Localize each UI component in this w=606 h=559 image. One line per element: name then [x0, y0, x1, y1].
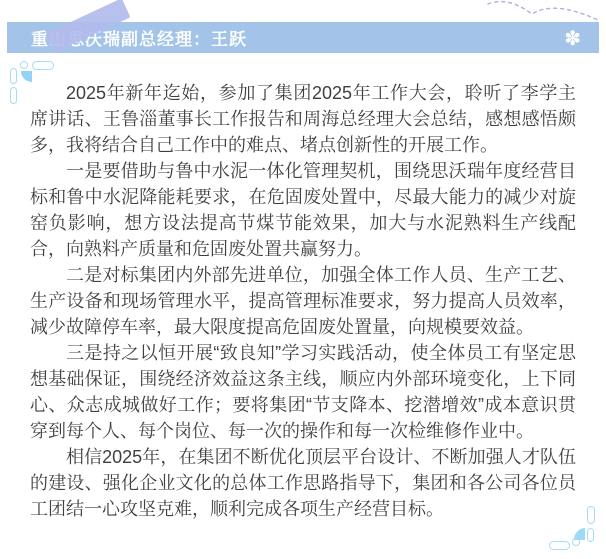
capsule-outline-icon	[587, 506, 595, 524]
page-title: 重山思沃瑞副总经理：王跃	[31, 30, 247, 49]
paragraph: 2025年新年迄始，参加了集团2025年工作大会，聆听了李学主席讲话、王鲁淄董事长工作报告和周海总经理大会总结，感想感悟颇多，我将结合自己工作中的难点、堵点创新性的开展工作。	[30, 83, 576, 155]
capsule-outline-icon	[32, 61, 54, 70]
dashed-cloud-icon	[486, 0, 602, 24]
circle-outline-icon	[572, 538, 580, 546]
capsule-outline-icon	[549, 541, 570, 550]
paragraph: 一是要借助与鲁中水泥一体化管理契机，围绕思沃瑞年度经营目标和鲁中水泥降能耗要求，在危固废处置中，尽最大能力的减少对旋窑负影响，想方设法提高节煤节能效果，加大与水泥熟料生产线配合，向熟料产质量和危固废处置共赢努力。	[30, 161, 576, 259]
circle-outline-icon	[20, 61, 28, 69]
flower-icon: ✽	[564, 27, 581, 50]
capsule-outline-icon	[587, 528, 594, 542]
paragraph: 相信2025年，在集团不断优化顶层平台设计、不断加强人才队伍的建设、强化企业文化的总体工作思路指导下，集团和各公司各位员工团结一心攻坚克难，顺利完成各项生产经营目标。	[30, 447, 576, 519]
paragraph: 三是持之以恒开展“致良知”学习实践活动，使全体员工有坚定思想基础保证，围绕经济效益这条主线，顺应内外部环境变化，上下同心、众志成城做好工作；要将集团“节支降本、挖潜增效”成本意识贯穿到每个人、每个岗位、每一次的操作和每一次检维修作业中。	[30, 343, 576, 441]
capsule-outline-icon	[10, 87, 17, 104]
capsule-outline-icon	[10, 68, 17, 84]
article-body	[30, 80, 576, 522]
paragraph: 二是对标集团内外部先进单位，加强全体工作人员、生产工艺、生产设备和现场管理水平，提高管理标准要求，努力提高人员效率，减少故障停车率，最大限度提高危固废处置量，向规模要效益。	[30, 265, 576, 337]
